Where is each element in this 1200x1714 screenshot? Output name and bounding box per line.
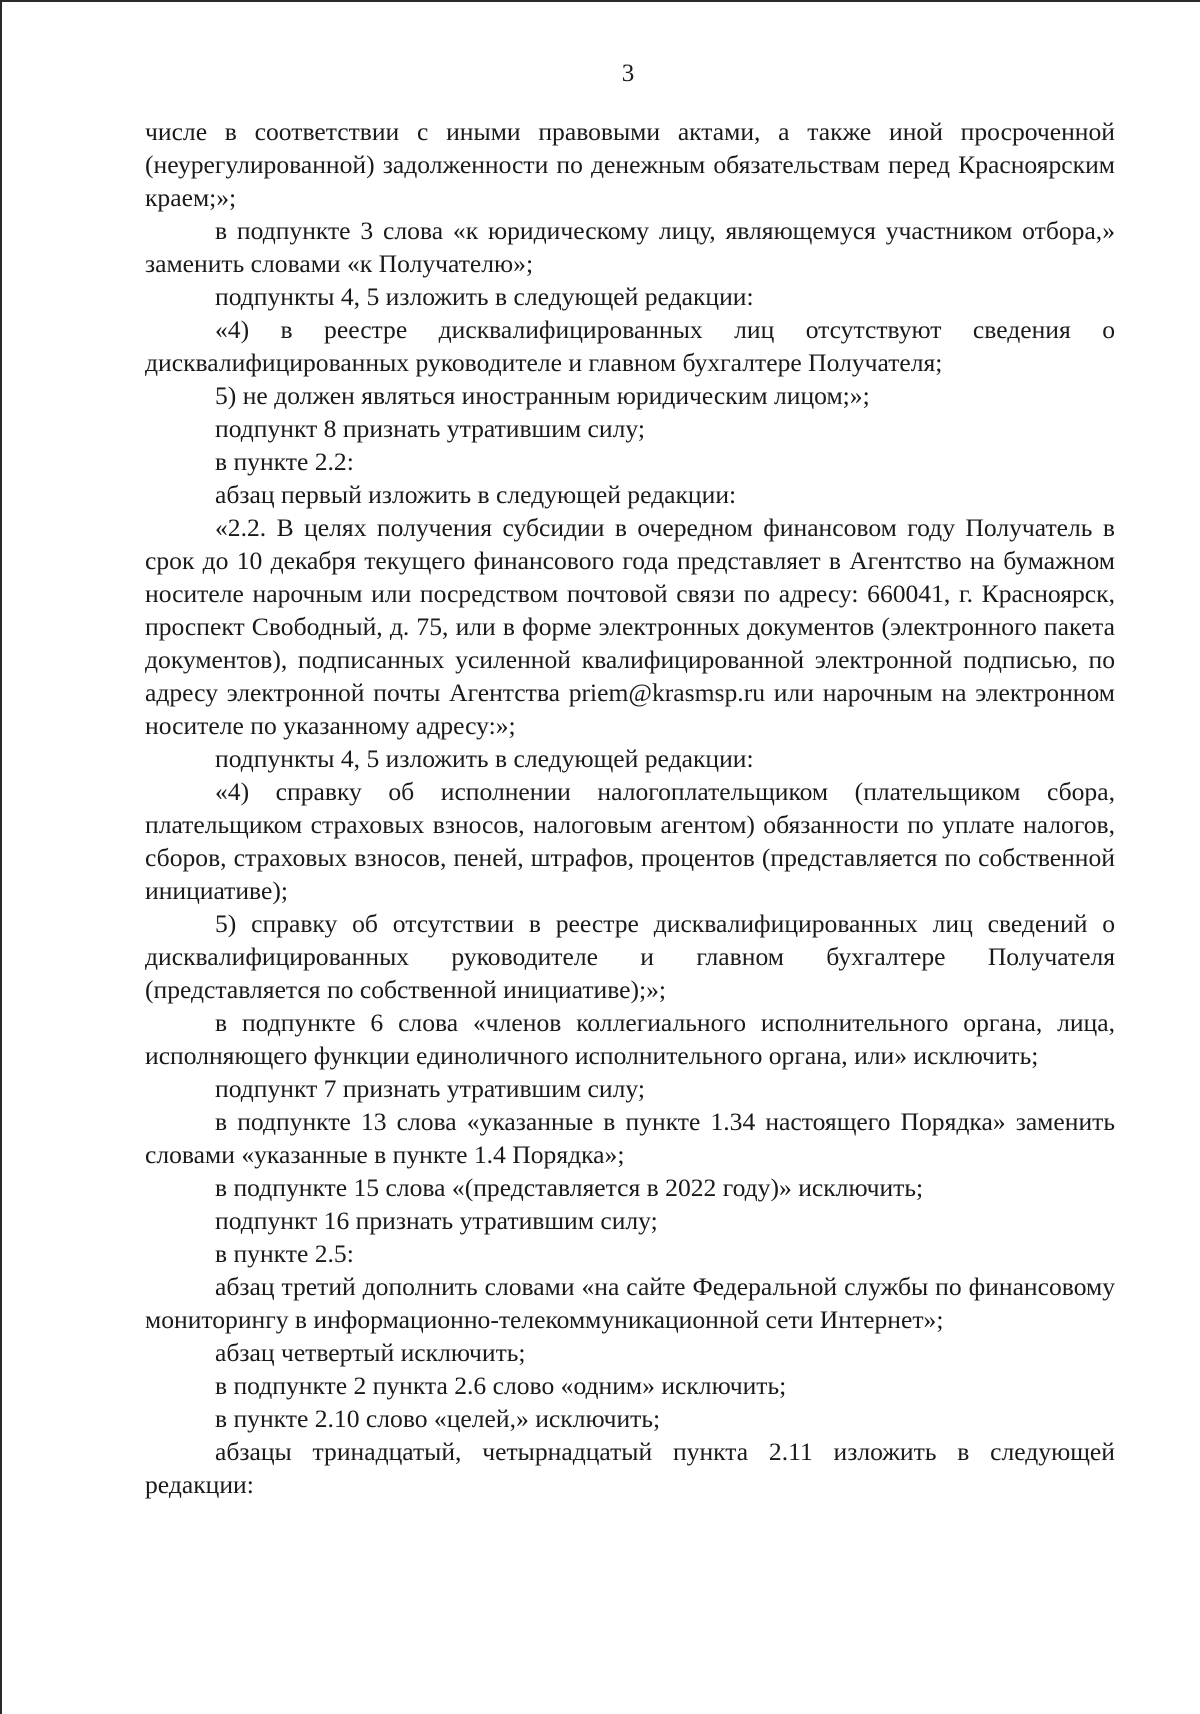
paragraph: 5) справку об отсутствии в реестре дисквалифицированных лиц сведений о дисквалифицированных руководителе и главном бухгалтере Получателя (представляется по собственной инициативе);»;: [145, 909, 1115, 1004]
paragraph: в пункте 2.5:: [215, 1239, 354, 1268]
paragraph: «4) справку об исполнении налогоплательщиком (плательщиком сбора, плательщиком страховых взносов, налоговым агентом) обязанности по уплате налогов, сборов, страховых взносов, пеней, штрафов, процентов (представляется по собственной инициативе);: [145, 777, 1115, 905]
paragraph: абзац первый изложить в следующей редакции:: [215, 480, 737, 509]
paragraph: в подпункте 15 слова «(представляется в 2022 году)» исключить;: [215, 1173, 924, 1202]
paragraph: абзац третий дополнить словами «на сайте Федеральной службы по финансовому мониторингу в информационно-телекоммуникационной сети Интернет»;: [145, 1272, 1115, 1334]
paragraph: абзацы тринадцатый, четырнадцатый пункта 2.11 изложить в следующей редакции:: [145, 1437, 1115, 1499]
paragraph: в пункте 2.2:: [215, 447, 354, 476]
paragraph: подпункты 4, 5 изложить в следующей редакции:: [215, 282, 754, 311]
paragraph: в подпункте 3 слова «к юридическому лицу, являющемуся участником отбора,» заменить словами «к Получателю»;: [145, 216, 1115, 278]
paragraph: «2.2. В целях получения субсидии в очередном финансовом году Получатель в срок до 10 декабря текущего финансового года представляет в Агентство на бумажном носителе нарочным или посредством почтовой связи по адресу: 660041, г. Красноярск, проспект Свободный, д. 75, или в форме электронных документов (электронного пакета документов), подписанных усиленной квалифицированной электронной подписью, по адресу электронной почты Агентства priem@krasmsp.ru или нарочным на электронном носителе по указанному адресу:»;: [145, 513, 1115, 740]
page-number: 3: [621, 60, 635, 87]
paragraph: в подпункте 13 слова «указанные в пункте 1.34 настоящего Порядка» заменить словами «указанные в пункте 1.4 Порядка»;: [145, 1107, 1115, 1169]
paragraph: в пункте 2.10 слово «целей,» исключить;: [215, 1404, 661, 1433]
paragraph: подпункт 8 признать утратившим силу;: [215, 414, 645, 443]
paragraph: подпункты 4, 5 изложить в следующей редакции:: [215, 744, 754, 773]
paragraph: числе в соответствии с иными правовыми актами, а также иной просроченной (неурегулированной) задолженности по денежным обязательствам перед Красноярским краем;»;: [145, 117, 1115, 212]
paragraph: абзац четвертый исключить;: [215, 1338, 526, 1367]
paragraph: 5) не должен являться иностранным юридическим лицом;»;: [215, 381, 870, 410]
paragraph: в подпункте 2 пункта 2.6 слово «одним» исключить;: [215, 1371, 787, 1400]
document-body: [145, 115, 1115, 1501]
paragraph: в подпункте 6 слова «членов коллегиального исполнительного органа, лица, исполняющего функции единоличного исполнительного органа, или» исключить;: [145, 1008, 1115, 1070]
paragraph: подпункт 7 признать утратившим силу;: [215, 1074, 645, 1103]
paragraph: подпункт 16 признать утратившим силу;: [215, 1206, 658, 1235]
paragraph: «4) в реестре дисквалифицированных лиц отсутствуют сведения о дисквалифицированных руководителе и главном бухгалтере Получателя;: [145, 315, 1115, 377]
